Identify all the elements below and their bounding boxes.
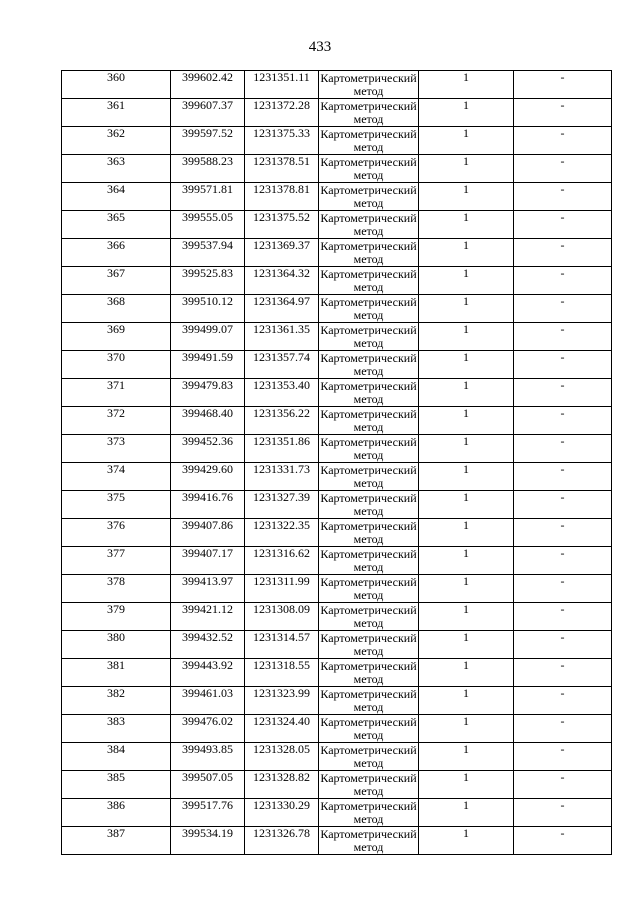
page-number: 433 bbox=[308, 39, 332, 55]
y-coordinate-cell: 1231351.11 bbox=[245, 71, 319, 99]
accuracy-cell: 1 bbox=[419, 771, 514, 799]
accuracy-cell: 1 bbox=[419, 659, 514, 687]
x-coordinate-cell: 399476.02 bbox=[171, 715, 245, 743]
point-number-cell: 378 bbox=[62, 575, 171, 603]
method-text: Картометрический метод bbox=[320, 407, 417, 434]
method-text: Картометрический метод bbox=[320, 351, 417, 378]
table-row bbox=[62, 631, 612, 659]
point-number-cell: 365 bbox=[62, 211, 171, 239]
y-coordinate-cell: 1231311.99 bbox=[245, 575, 319, 603]
x-coordinate-cell: 399493.85 bbox=[171, 743, 245, 771]
y-coordinate-cell: 1231331.73 bbox=[245, 463, 319, 491]
description-cell: - bbox=[514, 799, 612, 827]
method-cell bbox=[319, 183, 419, 211]
point-number-cell: 367 bbox=[62, 267, 171, 295]
method-text: Картометрический метод bbox=[320, 295, 417, 322]
x-coordinate-cell: 399479.83 bbox=[171, 379, 245, 407]
table-row bbox=[62, 127, 612, 155]
method-cell bbox=[319, 379, 419, 407]
x-coordinate-cell: 399429.60 bbox=[171, 463, 245, 491]
method-cell bbox=[319, 267, 419, 295]
method-cell bbox=[319, 799, 419, 827]
table-row bbox=[62, 351, 612, 379]
accuracy-cell: 1 bbox=[419, 547, 514, 575]
point-number-cell: 372 bbox=[62, 407, 171, 435]
point-number-cell: 381 bbox=[62, 659, 171, 687]
description-cell: - bbox=[514, 435, 612, 463]
description-cell: - bbox=[514, 743, 612, 771]
description-cell: - bbox=[514, 351, 612, 379]
description-cell: - bbox=[514, 183, 612, 211]
accuracy-cell: 1 bbox=[419, 295, 514, 323]
accuracy-cell: 1 bbox=[419, 127, 514, 155]
x-coordinate-cell: 399432.52 bbox=[171, 631, 245, 659]
x-coordinate-cell: 399597.52 bbox=[171, 127, 245, 155]
accuracy-cell: 1 bbox=[419, 575, 514, 603]
y-coordinate-cell: 1231353.40 bbox=[245, 379, 319, 407]
method-text: Картометрический метод bbox=[320, 211, 417, 238]
y-coordinate-cell: 1231316.62 bbox=[245, 547, 319, 575]
point-number-cell: 375 bbox=[62, 491, 171, 519]
accuracy-cell: 1 bbox=[419, 183, 514, 211]
x-coordinate-cell: 399499.07 bbox=[171, 323, 245, 351]
x-coordinate-cell: 399534.19 bbox=[171, 827, 245, 855]
method-cell bbox=[319, 351, 419, 379]
x-coordinate-cell: 399607.37 bbox=[171, 99, 245, 127]
point-number-cell: 368 bbox=[62, 295, 171, 323]
table-row bbox=[62, 743, 612, 771]
accuracy-cell: 1 bbox=[419, 323, 514, 351]
x-coordinate-cell: 399588.23 bbox=[171, 155, 245, 183]
accuracy-cell: 1 bbox=[419, 491, 514, 519]
y-coordinate-cell: 1231375.33 bbox=[245, 127, 319, 155]
y-coordinate-cell: 1231375.52 bbox=[245, 211, 319, 239]
table-row bbox=[62, 771, 612, 799]
method-text: Картометрический метод bbox=[320, 127, 417, 154]
point-number-cell: 385 bbox=[62, 771, 171, 799]
table-row bbox=[62, 183, 612, 211]
y-coordinate-cell: 1231318.55 bbox=[245, 659, 319, 687]
table-row bbox=[62, 603, 612, 631]
method-cell bbox=[319, 155, 419, 183]
table-row bbox=[62, 463, 612, 491]
y-coordinate-cell: 1231324.40 bbox=[245, 715, 319, 743]
table-row bbox=[62, 323, 612, 351]
point-number-cell: 384 bbox=[62, 743, 171, 771]
method-text: Картометрический метод bbox=[320, 547, 417, 574]
accuracy-cell: 1 bbox=[419, 463, 514, 491]
point-number-cell: 382 bbox=[62, 687, 171, 715]
table-row bbox=[62, 575, 612, 603]
description-cell: - bbox=[514, 267, 612, 295]
method-text: Картометрический метод bbox=[320, 435, 417, 462]
y-coordinate-cell: 1231361.35 bbox=[245, 323, 319, 351]
method-cell bbox=[319, 127, 419, 155]
table-row bbox=[62, 99, 612, 127]
point-number-cell: 379 bbox=[62, 603, 171, 631]
y-coordinate-cell: 1231328.82 bbox=[245, 771, 319, 799]
description-cell: - bbox=[514, 491, 612, 519]
description-cell: - bbox=[514, 603, 612, 631]
point-number-cell: 362 bbox=[62, 127, 171, 155]
y-coordinate-cell: 1231378.51 bbox=[245, 155, 319, 183]
point-number-cell: 369 bbox=[62, 323, 171, 351]
y-coordinate-cell: 1231308.09 bbox=[245, 603, 319, 631]
x-coordinate-cell: 399421.12 bbox=[171, 603, 245, 631]
x-coordinate-cell: 399525.83 bbox=[171, 267, 245, 295]
table-row bbox=[62, 519, 612, 547]
method-cell bbox=[319, 743, 419, 771]
description-cell: - bbox=[514, 323, 612, 351]
method-text: Картометрический метод bbox=[320, 463, 417, 490]
point-number-cell: 386 bbox=[62, 799, 171, 827]
x-coordinate-cell: 399510.12 bbox=[171, 295, 245, 323]
method-cell bbox=[319, 827, 419, 855]
y-coordinate-cell: 1231323.99 bbox=[245, 687, 319, 715]
description-cell: - bbox=[514, 827, 612, 855]
point-number-cell: 370 bbox=[62, 351, 171, 379]
method-cell bbox=[319, 463, 419, 491]
table-row bbox=[62, 491, 612, 519]
x-coordinate-cell: 399602.42 bbox=[171, 71, 245, 99]
description-cell: - bbox=[514, 407, 612, 435]
point-number-cell: 361 bbox=[62, 99, 171, 127]
x-coordinate-cell: 399491.59 bbox=[171, 351, 245, 379]
table-row bbox=[62, 71, 612, 99]
description-cell: - bbox=[514, 211, 612, 239]
point-number-cell: 383 bbox=[62, 715, 171, 743]
y-coordinate-cell: 1231322.35 bbox=[245, 519, 319, 547]
description-cell: - bbox=[514, 155, 612, 183]
method-cell bbox=[319, 519, 419, 547]
method-cell bbox=[319, 407, 419, 435]
x-coordinate-cell: 399407.86 bbox=[171, 519, 245, 547]
y-coordinate-cell: 1231364.97 bbox=[245, 295, 319, 323]
x-coordinate-cell: 399517.76 bbox=[171, 799, 245, 827]
description-cell: - bbox=[514, 127, 612, 155]
description-cell: - bbox=[514, 519, 612, 547]
table-row bbox=[62, 687, 612, 715]
y-coordinate-cell: 1231364.32 bbox=[245, 267, 319, 295]
point-number-cell: 376 bbox=[62, 519, 171, 547]
method-cell bbox=[319, 239, 419, 267]
y-coordinate-cell: 1231372.28 bbox=[245, 99, 319, 127]
x-coordinate-cell: 399468.40 bbox=[171, 407, 245, 435]
y-coordinate-cell: 1231314.57 bbox=[245, 631, 319, 659]
method-text: Картометрический метод bbox=[320, 575, 417, 602]
y-coordinate-cell: 1231356.22 bbox=[245, 407, 319, 435]
method-cell bbox=[319, 771, 419, 799]
y-coordinate-cell: 1231357.74 bbox=[245, 351, 319, 379]
accuracy-cell: 1 bbox=[419, 743, 514, 771]
accuracy-cell: 1 bbox=[419, 631, 514, 659]
table-row bbox=[62, 659, 612, 687]
x-coordinate-cell: 399537.94 bbox=[171, 239, 245, 267]
table-body bbox=[62, 71, 612, 855]
description-cell: - bbox=[514, 631, 612, 659]
method-cell bbox=[319, 547, 419, 575]
table-row bbox=[62, 267, 612, 295]
point-number-cell: 373 bbox=[62, 435, 171, 463]
point-number-cell: 371 bbox=[62, 379, 171, 407]
method-cell bbox=[319, 603, 419, 631]
table-row bbox=[62, 827, 612, 855]
point-number-cell: 387 bbox=[62, 827, 171, 855]
table-row bbox=[62, 211, 612, 239]
x-coordinate-cell: 399407.17 bbox=[171, 547, 245, 575]
accuracy-cell: 1 bbox=[419, 239, 514, 267]
description-cell: - bbox=[514, 547, 612, 575]
method-text: Картометрический метод bbox=[320, 743, 417, 770]
accuracy-cell: 1 bbox=[419, 715, 514, 743]
accuracy-cell: 1 bbox=[419, 71, 514, 99]
point-number-cell: 364 bbox=[62, 183, 171, 211]
table-row bbox=[62, 379, 612, 407]
method-cell bbox=[319, 631, 419, 659]
method-cell bbox=[319, 211, 419, 239]
accuracy-cell: 1 bbox=[419, 267, 514, 295]
y-coordinate-cell: 1231326.78 bbox=[245, 827, 319, 855]
y-coordinate-cell: 1231330.29 bbox=[245, 799, 319, 827]
method-text: Картометрический метод bbox=[320, 183, 417, 210]
method-cell bbox=[319, 659, 419, 687]
description-cell: - bbox=[514, 71, 612, 99]
accuracy-cell: 1 bbox=[419, 99, 514, 127]
description-cell: - bbox=[514, 463, 612, 491]
method-text: Картометрический метод bbox=[320, 771, 417, 798]
description-cell: - bbox=[514, 659, 612, 687]
method-text: Картометрический метод bbox=[320, 379, 417, 406]
table-row bbox=[62, 715, 612, 743]
x-coordinate-cell: 399443.92 bbox=[171, 659, 245, 687]
method-cell bbox=[319, 435, 419, 463]
table-row bbox=[62, 239, 612, 267]
description-cell: - bbox=[514, 239, 612, 267]
accuracy-cell: 1 bbox=[419, 435, 514, 463]
point-number-cell: 374 bbox=[62, 463, 171, 491]
accuracy-cell: 1 bbox=[419, 211, 514, 239]
method-cell bbox=[319, 295, 419, 323]
method-text: Картометрический метод bbox=[320, 827, 417, 854]
point-number-cell: 363 bbox=[62, 155, 171, 183]
method-text: Картометрический метод bbox=[320, 267, 417, 294]
accuracy-cell: 1 bbox=[419, 379, 514, 407]
method-text: Картометрический метод bbox=[320, 799, 417, 826]
y-coordinate-cell: 1231351.86 bbox=[245, 435, 319, 463]
point-number-cell: 380 bbox=[62, 631, 171, 659]
method-cell bbox=[319, 491, 419, 519]
description-cell: - bbox=[514, 379, 612, 407]
accuracy-cell: 1 bbox=[419, 519, 514, 547]
method-text: Картометрический метод bbox=[320, 323, 417, 350]
x-coordinate-cell: 399461.03 bbox=[171, 687, 245, 715]
point-number-cell: 360 bbox=[62, 71, 171, 99]
method-text: Картометрический метод bbox=[320, 659, 417, 686]
method-text: Картометрический метод bbox=[320, 519, 417, 546]
x-coordinate-cell: 399507.05 bbox=[171, 771, 245, 799]
description-cell: - bbox=[514, 99, 612, 127]
x-coordinate-cell: 399416.76 bbox=[171, 491, 245, 519]
method-text: Картометрический метод bbox=[320, 155, 417, 182]
point-number-cell: 366 bbox=[62, 239, 171, 267]
x-coordinate-cell: 399571.81 bbox=[171, 183, 245, 211]
accuracy-cell: 1 bbox=[419, 351, 514, 379]
x-coordinate-cell: 399413.97 bbox=[171, 575, 245, 603]
y-coordinate-cell: 1231378.81 bbox=[245, 183, 319, 211]
method-text: Картометрический метод bbox=[320, 603, 417, 630]
x-coordinate-cell: 399555.05 bbox=[171, 211, 245, 239]
y-coordinate-cell: 1231369.37 bbox=[245, 239, 319, 267]
method-cell bbox=[319, 715, 419, 743]
accuracy-cell: 1 bbox=[419, 827, 514, 855]
description-cell: - bbox=[514, 687, 612, 715]
accuracy-cell: 1 bbox=[419, 687, 514, 715]
point-number-cell: 377 bbox=[62, 547, 171, 575]
method-text: Картометрический метод bbox=[320, 631, 417, 658]
table-row bbox=[62, 547, 612, 575]
table-row bbox=[62, 799, 612, 827]
method-cell bbox=[319, 99, 419, 127]
y-coordinate-cell: 1231327.39 bbox=[245, 491, 319, 519]
accuracy-cell: 1 bbox=[419, 603, 514, 631]
method-text: Картометрический метод bbox=[320, 715, 417, 742]
method-text: Картометрический метод bbox=[320, 687, 417, 714]
description-cell: - bbox=[514, 295, 612, 323]
table-row bbox=[62, 295, 612, 323]
accuracy-cell: 1 bbox=[419, 155, 514, 183]
method-cell bbox=[319, 687, 419, 715]
method-cell bbox=[319, 575, 419, 603]
method-text: Картометрический метод bbox=[320, 71, 417, 98]
accuracy-cell: 1 bbox=[419, 799, 514, 827]
y-coordinate-cell: 1231328.05 bbox=[245, 743, 319, 771]
method-cell bbox=[319, 71, 419, 99]
description-cell: - bbox=[514, 715, 612, 743]
x-coordinate-cell: 399452.36 bbox=[171, 435, 245, 463]
method-cell bbox=[319, 323, 419, 351]
coordinates-table bbox=[61, 70, 612, 855]
table-row bbox=[62, 435, 612, 463]
method-text: Картометрический метод bbox=[320, 491, 417, 518]
description-cell: - bbox=[514, 771, 612, 799]
accuracy-cell: 1 bbox=[419, 407, 514, 435]
description-cell: - bbox=[514, 575, 612, 603]
method-text: Картометрический метод bbox=[320, 239, 417, 266]
table-row bbox=[62, 407, 612, 435]
method-text: Картометрический метод bbox=[320, 99, 417, 126]
table-row bbox=[62, 155, 612, 183]
